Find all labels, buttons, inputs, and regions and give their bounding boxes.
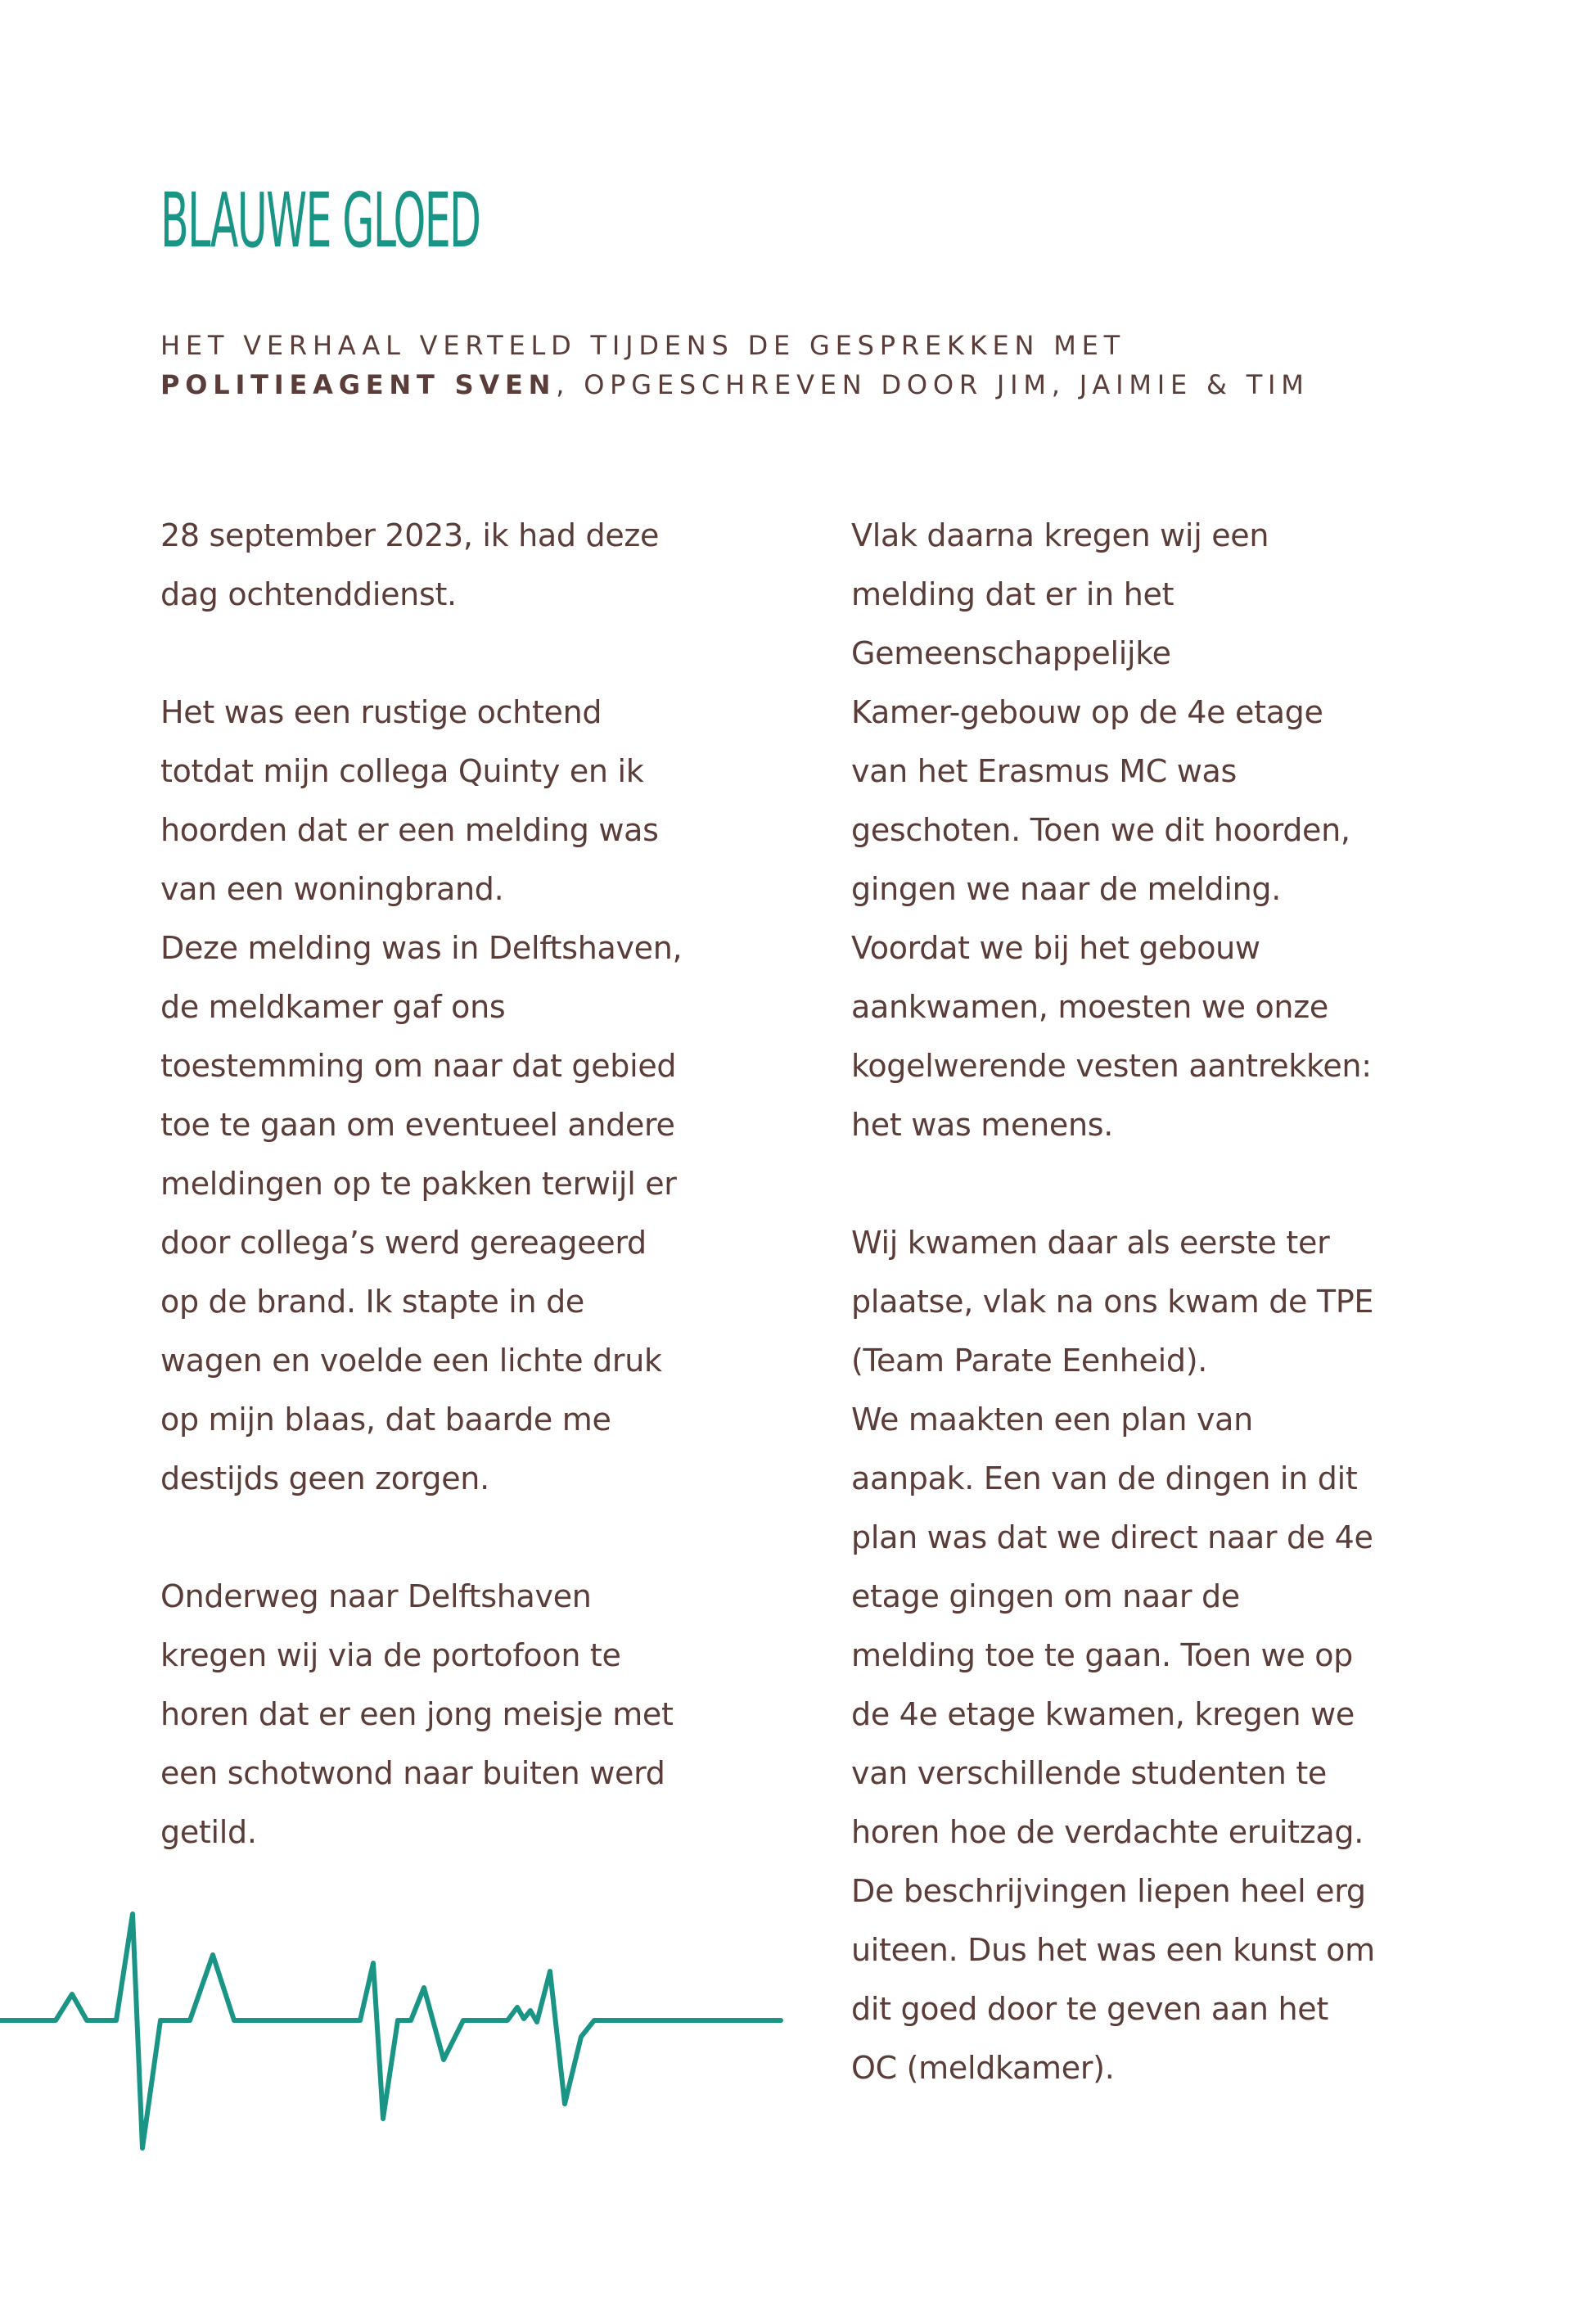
page-title: BLAUWE GLOED [160, 177, 480, 264]
text-line: plaatse, vlak na ons kwam de TPE [851, 1284, 1374, 1320]
text-line: het was menens. [851, 1107, 1114, 1143]
text-line: OC (meldkamer). [851, 2050, 1115, 2086]
paragraph [851, 506, 1506, 1154]
text-line: De beschrijvingen liepen heel erg [851, 1873, 1366, 1909]
left-column [160, 506, 782, 1921]
text-line: Voordat we bij het gebouw [851, 930, 1260, 966]
text-line: geschoten. Toen we dit hoorden, [851, 812, 1350, 848]
text-line: de meldkamer gaf ons [160, 989, 506, 1025]
heartbeat-line-icon [0, 1907, 786, 2169]
subtitle-line-2 [160, 365, 1310, 404]
paragraph [160, 1567, 782, 1862]
text-line: melding toe te gaan. Toen we op [851, 1637, 1353, 1673]
subtitle-line-1: HET VERHAAL VERTELD TIJDENS DE GESPREKKEN MET [160, 330, 1125, 361]
text-line: toestemming om naar dat gebied [160, 1048, 677, 1084]
text-line: plan was dat we direct naar de 4e [851, 1519, 1373, 1555]
text-line: aanpak. Een van de dingen in dit [851, 1460, 1358, 1496]
text-line: uiteen. Dus het was een kunst om [851, 1932, 1375, 1968]
text-line: melding dat er in het [851, 576, 1174, 612]
text-line: van een woningbrand. [160, 871, 504, 907]
text-line: 28 september 2023, ik had deze [160, 517, 660, 553]
text-line: de 4e etage kwamen, kregen we [851, 1696, 1355, 1732]
text-line: Deze melding was in Delftshaven, [160, 930, 683, 966]
text-line: Gemeenschappelijke [851, 635, 1171, 671]
paragraph [851, 1213, 1506, 1390]
text-line: Onderweg naar Delftshaven [160, 1578, 592, 1614]
subtitle [160, 326, 1310, 404]
paragraph [851, 1390, 1506, 2097]
text-line: hoorden dat er een melding was [160, 812, 659, 848]
text-line: van verschillende studenten te [851, 1755, 1328, 1791]
text-line: Het was een rustige ochtend [160, 694, 602, 730]
text-line: aankwamen, moesten we onze [851, 989, 1328, 1025]
text-line: op de brand. Ik stapte in de [160, 1284, 584, 1320]
right-column [851, 506, 1506, 2156]
text-line: getild. [160, 1814, 257, 1850]
subtitle-author: POLITIEAGENT SVEN [160, 369, 557, 400]
paragraph [160, 506, 782, 624]
text-line: kregen wij via de portofoon te [160, 1637, 621, 1673]
text-line: dag ochtenddienst. [160, 576, 457, 612]
text-line: van het Erasmus MC was [851, 753, 1238, 789]
text-line: horen hoe de verdachte eruitzag. [851, 1814, 1364, 1850]
subtitle-writers: , OPGESCHREVEN DOOR JIM, JAIMIE & TIM [556, 369, 1310, 400]
paragraph [160, 683, 782, 919]
text-line: totdat mijn collega Quinty en ik [160, 753, 644, 789]
text-line: (Team Parate Eenheid). [851, 1343, 1208, 1379]
text-line: dit goed door te geven aan het [851, 1991, 1328, 2027]
text-line: kogelwerende vesten aantrekken: [851, 1048, 1372, 1084]
text-line: een schotwond naar buiten werd [160, 1755, 665, 1791]
paragraph [160, 919, 782, 1508]
text-line: toe te gaan om eventueel andere [160, 1107, 675, 1143]
text-line: We maakten een plan van [851, 1401, 1253, 1438]
text-line: Vlak daarna kregen wij een [851, 517, 1269, 553]
text-line: Kamer-gebouw op de 4e etage [851, 694, 1323, 730]
text-line: door collega’s werd gereageerd [160, 1225, 647, 1261]
text-line: gingen we naar de melding. [851, 871, 1282, 907]
text-line: destijds geen zorgen. [160, 1460, 489, 1496]
text-line: Wij kwamen daar als eerste ter [851, 1225, 1330, 1261]
text-line: meldingen op te pakken terwijl er [160, 1166, 677, 1202]
text-line: op mijn blaas, dat baarde me [160, 1401, 611, 1438]
text-line: etage gingen om naar de [851, 1578, 1240, 1614]
text-line: wagen en voelde een lichte druk [160, 1343, 662, 1379]
text-line: horen dat er een jong meisje met [160, 1696, 674, 1732]
